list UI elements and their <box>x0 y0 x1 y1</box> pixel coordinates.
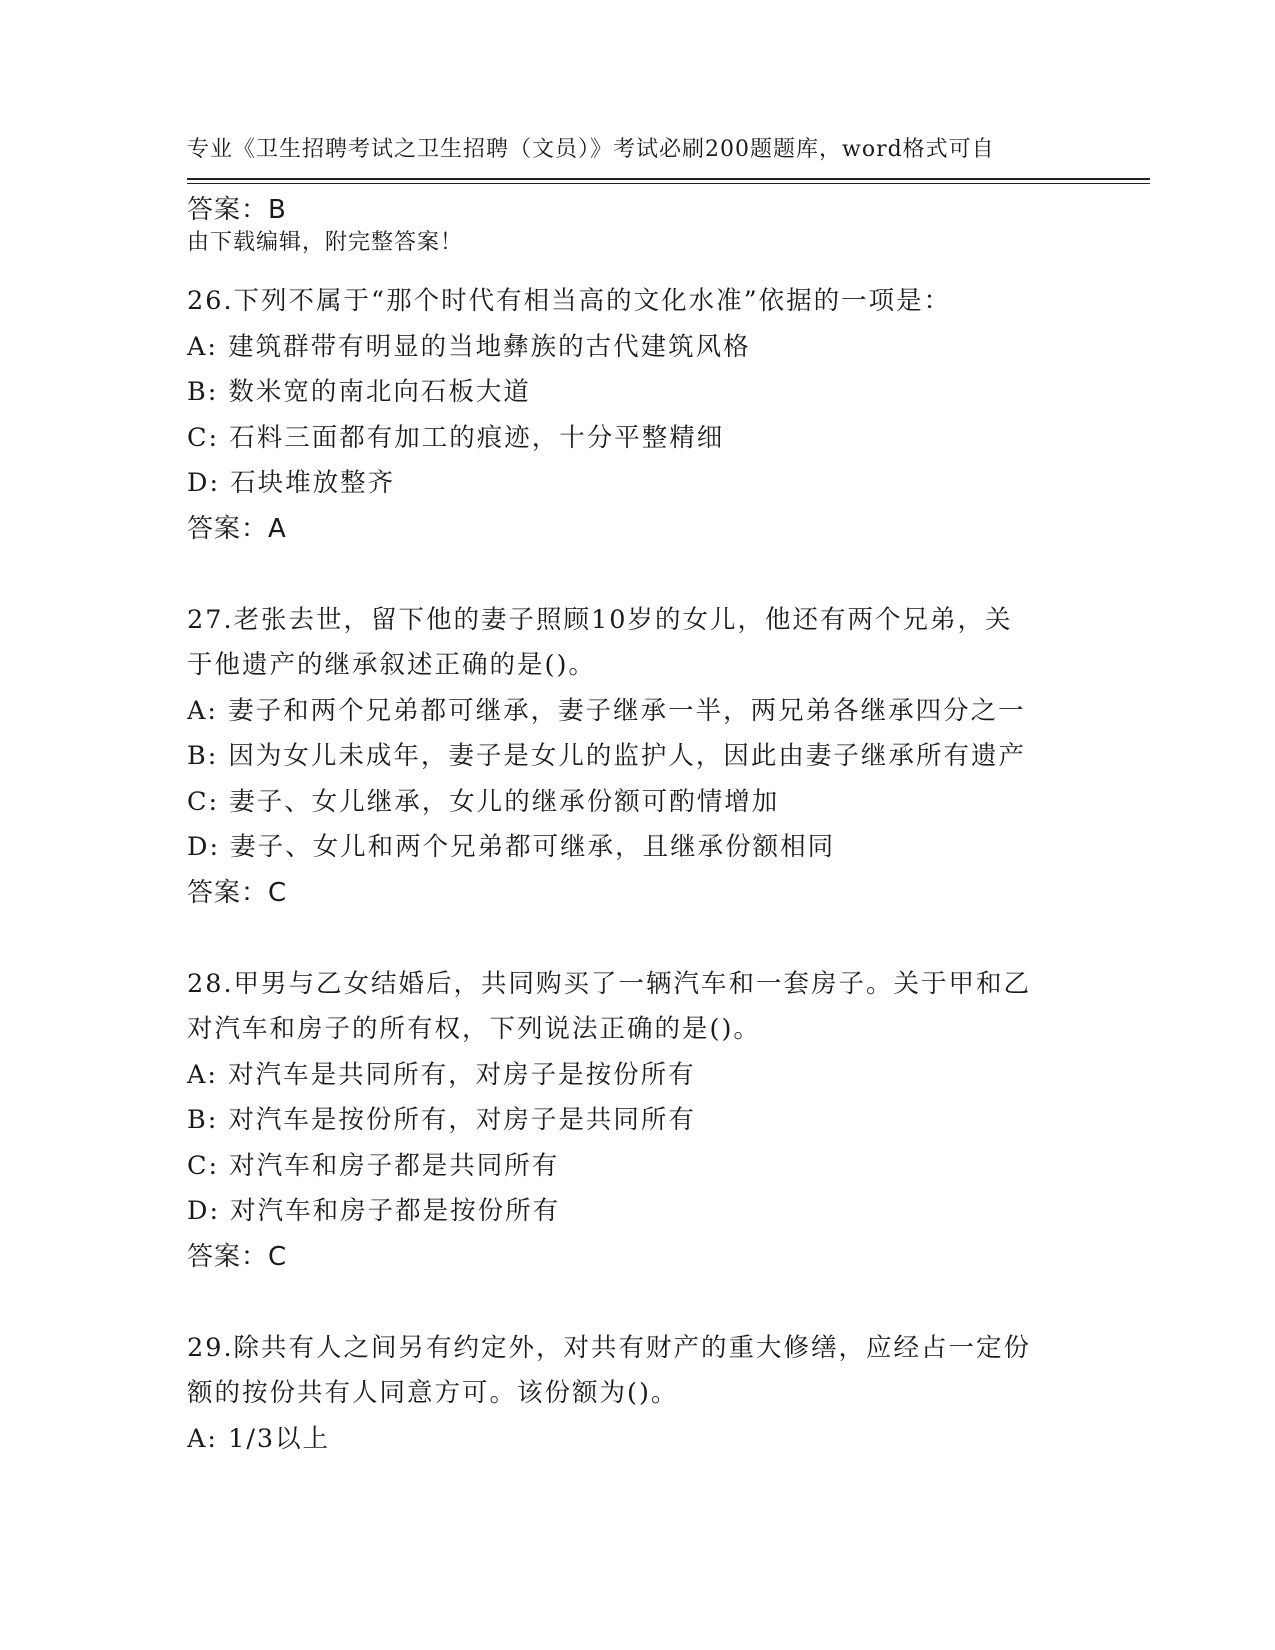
option-a: A: 建筑群带有明显的当地彝族的古代建筑风格 <box>187 331 751 362</box>
option-b: B: 数米宽的南北向石板大道 <box>187 377 531 407</box>
question-stem: 26.下列不属于“那个时代有相当高的文化水准”依据的一项是： <box>187 286 952 316</box>
option-d: D: 石块堆放整齐 <box>187 468 396 498</box>
spacer <box>187 552 1087 598</box>
spacer <box>187 234 1087 280</box>
question-block <box>187 1326 1087 1463</box>
option-c: C: 妻子、女儿继承，女儿的继承份额可酌情增加 <box>187 786 780 817</box>
option-d: D: 妻子、女儿和两个兄弟都可继承，且继承份额相同 <box>187 832 836 862</box>
question-stem: 29.除共有人之间另有约定外，对共有财产的重大修缮，应经占一定份 <box>187 1332 1032 1363</box>
question-block <box>187 598 1087 917</box>
header-line-2: 由下载编辑，附完整答案！ <box>187 230 464 255</box>
question-stem-continued: 于他遗产的继承叙述正确的是()。 <box>187 650 596 680</box>
question-stem: 28.甲男与乙女结婚后，共同购买了一辆汽车和一套房子。关于甲和乙 <box>187 968 1032 999</box>
option-d: D: 对汽车和房子都是按份所有 <box>187 1196 561 1226</box>
question-block <box>187 962 1087 1281</box>
option-a: A: 对汽车是共同所有，对房子是按份所有 <box>187 1059 696 1090</box>
question-stem-continued: 对汽车和房子的所有权，下列说法正确的是()。 <box>187 1014 761 1044</box>
header-line-1: 专业《卫生招聘考试之卫生招聘（文员）》考试必刷200题题库，word格式可自 <box>187 137 995 162</box>
option-c: C: 石料三面都有加工的痕迹，十分平整精细 <box>187 422 725 453</box>
option-a: A: 1/3以上 <box>187 1423 331 1454</box>
question-block <box>187 279 1087 552</box>
answer-line: 答案：C <box>187 877 288 908</box>
question-stem-continued: 额的按份共有人同意方可。该份额为()。 <box>187 1378 679 1408</box>
option-b: B: 对汽车是按份所有，对房子是共同所有 <box>187 1105 696 1135</box>
option-c: C: 对汽车和房子都是共同所有 <box>187 1150 560 1181</box>
spacer <box>187 916 1087 962</box>
answer-line: 答案：A <box>187 513 287 544</box>
option-b: B: 因为女儿未成年，妻子是女儿的监护人，因此由妻子继承所有遗产 <box>187 741 1026 771</box>
header-rule-thick <box>187 178 1150 180</box>
question-stem: 27.老张去世，留下他的妻子照顾10岁的女儿，他还有两个兄弟，关 <box>187 604 1013 635</box>
answer-line: 答案：C <box>187 1241 288 1272</box>
header-rule-thin <box>187 183 1150 184</box>
answer-line: 答案：B <box>187 195 287 225</box>
spacer <box>187 1280 1087 1326</box>
document-body <box>187 188 1087 1462</box>
option-a: A: 妻子和两个兄弟都可继承，妻子继承一半，两兄弟各继承四分之一 <box>187 695 1026 726</box>
